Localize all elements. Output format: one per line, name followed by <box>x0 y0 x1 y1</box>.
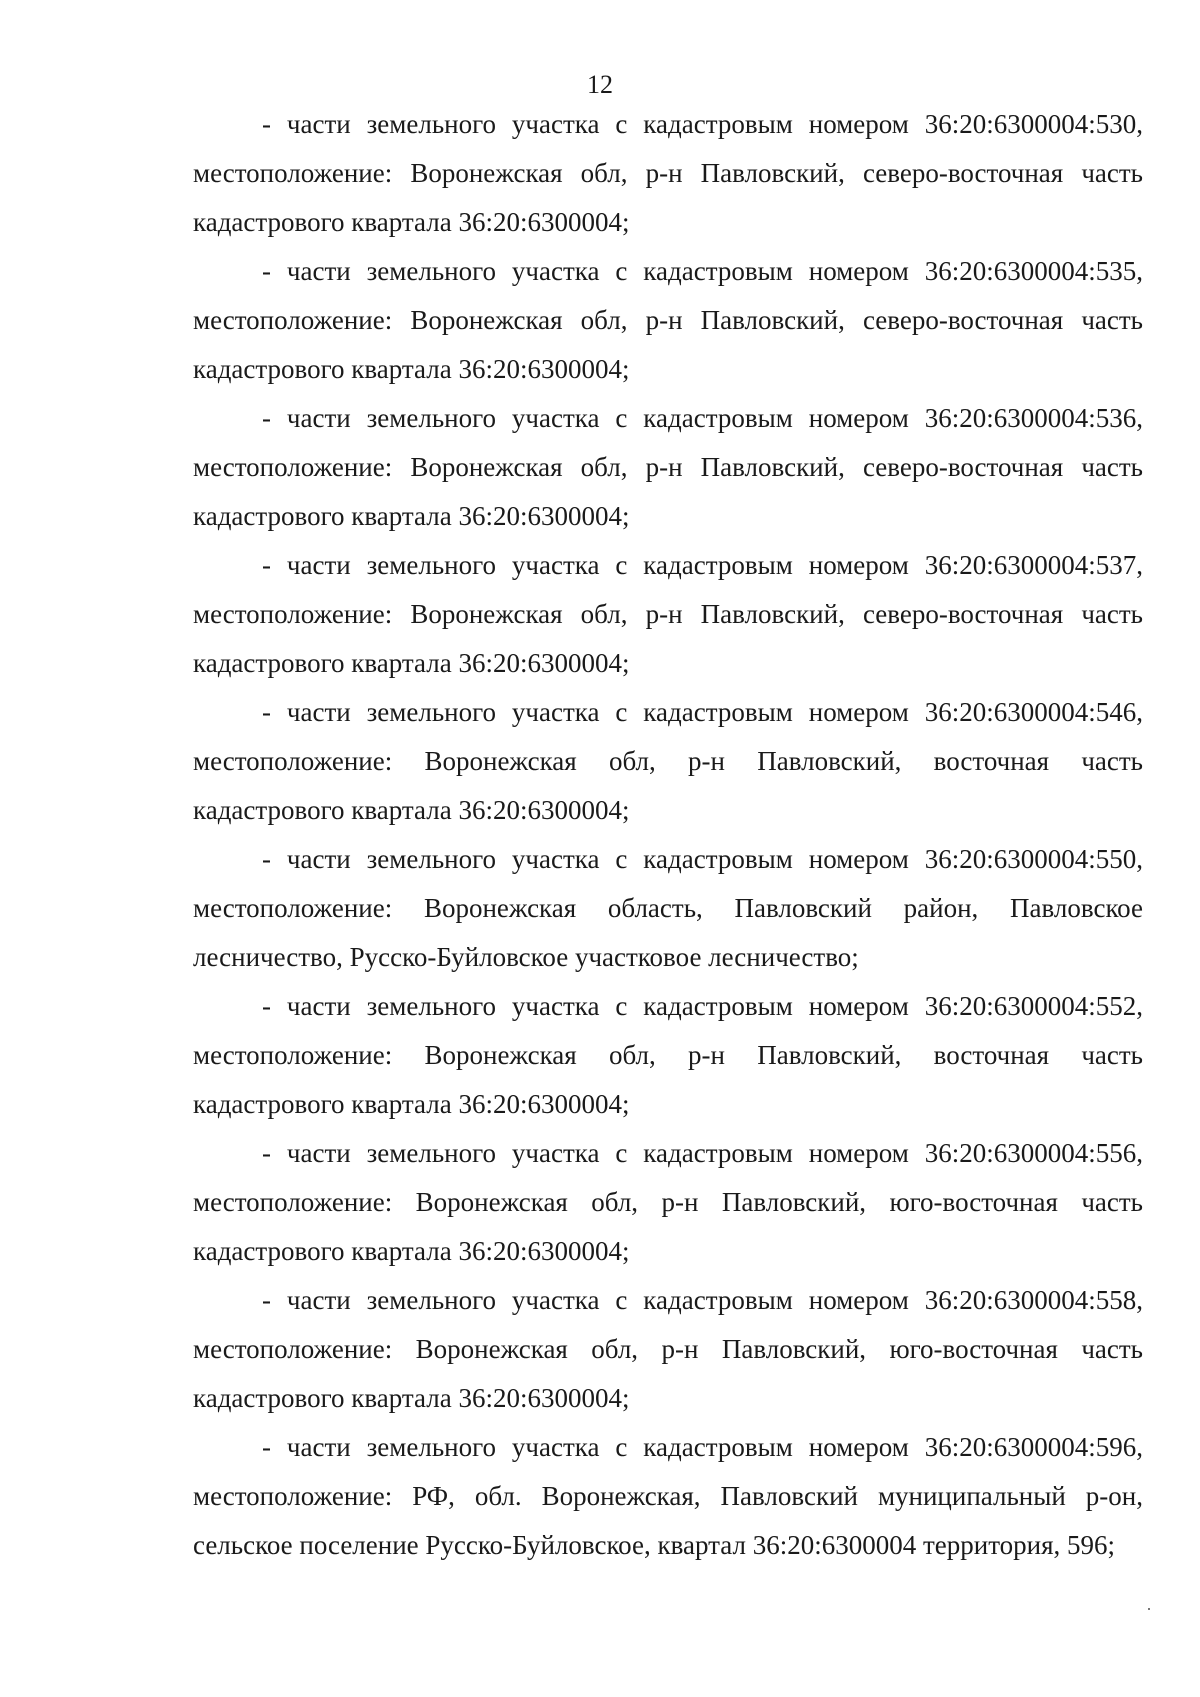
scan-artifact-dot <box>1148 1608 1150 1610</box>
paragraph-7: - части земельного участка с кадастровым номером 36:20:6300004:552, местоположение: Воронежская обл, р-н Павловский, восточная часть кадастрового квартала 36:20:6300004; <box>193 991 1143 1119</box>
page-number: 12 <box>587 70 613 99</box>
paragraph-1: - части земельного участка с кадастровым номером 36:20:6300004:530, местоположение: Воронежская обл, р-н Павловский, северо-восточная часть кадастрового квартала 36:20:6300004; <box>193 109 1143 237</box>
document-body <box>193 100 1143 1570</box>
paragraph-6: - части земельного участка с кадастровым номером 36:20:6300004:550, местоположение: Воронежская область, Павловский район, Павловское лесничество, Русско-Буйловское участковое лесничество; <box>193 844 1143 972</box>
paragraph-8: - части земельного участка с кадастровым номером 36:20:6300004:556, местоположение: Воронежская обл, р-н Павловский, юго-восточная часть кадастрового квартала 36:20:6300004; <box>193 1138 1143 1266</box>
paragraph-5: - части земельного участка с кадастровым номером 36:20:6300004:546, местоположение: Воронежская обл, р-н Павловский, восточная часть кадастрового квартала 36:20:6300004; <box>193 697 1143 825</box>
paragraph-3: - части земельного участка с кадастровым номером 36:20:6300004:536, местоположение: Воронежская обл, р-н Павловский, северо-восточная часть кадастрового квартала 36:20:6300004; <box>193 403 1143 531</box>
paragraph-10: - части земельного участка с кадастровым номером 36:20:6300004:596, местоположение: РФ, обл. Воронежская, Павловский муниципальный р-он, сельское поселение Русско-Буйловское, квартал 36:20:6300004 территория, 596; <box>193 1432 1143 1560</box>
paragraph-4: - части земельного участка с кадастровым номером 36:20:6300004:537, местоположение: Воронежская обл, р-н Павловский, северо-восточная часть кадастрового квартала 36:20:6300004; <box>193 550 1143 678</box>
paragraph-9: - части земельного участка с кадастровым номером 36:20:6300004:558, местоположение: Воронежская обл, р-н Павловский, юго-восточная часть кадастрового квартала 36:20:6300004; <box>193 1285 1143 1413</box>
paragraph-2: - части земельного участка с кадастровым номером 36:20:6300004:535, местоположение: Воронежская обл, р-н Павловский, северо-восточная часть кадастрового квартала 36:20:6300004; <box>193 256 1143 384</box>
